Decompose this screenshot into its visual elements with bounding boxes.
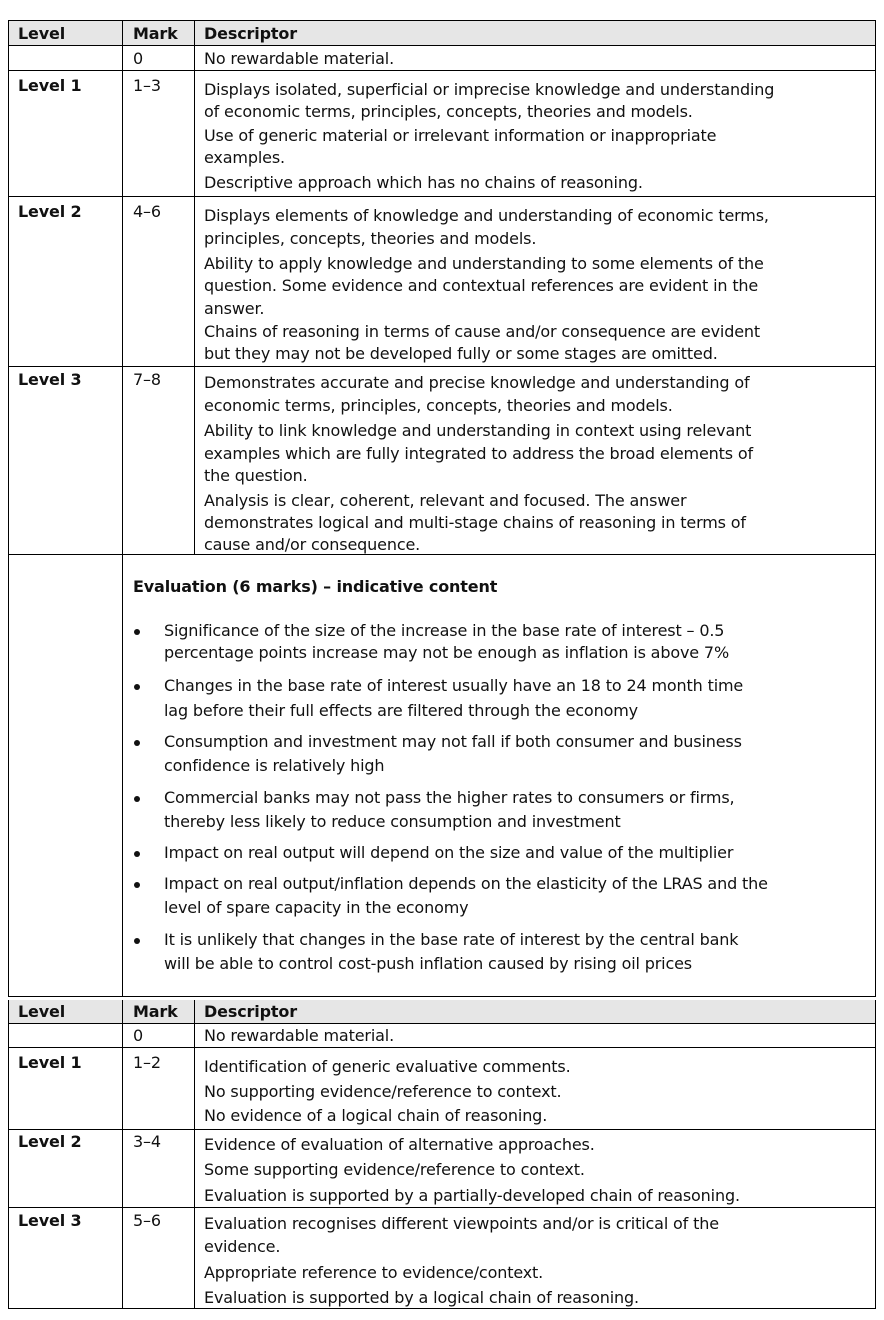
evaluation-bullet-line: Consumption and investment may not fall if both consumer and business: [164, 732, 742, 751]
bullet-icon: [134, 851, 140, 857]
row-descriptor-line: Displays elements of knowledge and understanding of economic terms,: [204, 206, 769, 225]
row-descriptor-line: Demonstrates accurate and precise knowledge and understanding of: [204, 373, 750, 392]
bullet-icon: [134, 629, 140, 635]
evaluation-bullet-line: lag before their full effects are filtered through the economy: [164, 701, 638, 720]
evaluation-heading: Evaluation (6 marks) – indicative content: [133, 577, 498, 596]
row-descriptor-line: Identification of generic evaluative comments.: [204, 1057, 571, 1076]
bullet-icon: [134, 938, 140, 944]
column-header-descriptor: Descriptor: [204, 1002, 298, 1021]
bullet-icon: [134, 882, 140, 888]
row-descriptor-line: Descriptive approach which has no chains of reasoning.: [204, 173, 643, 192]
evaluation-bullet-line: percentage points increase may not be enough as inflation is above 7%: [164, 643, 730, 662]
evaluation-bullet-line: level of spare capacity in the economy: [164, 898, 469, 917]
row-level: Level 3: [18, 370, 82, 389]
evaluation-bullet-line: Changes in the base rate of interest usually have an 18 to 24 month time: [164, 676, 744, 695]
row-descriptor-line: answer.: [204, 299, 265, 318]
row-level: Level 2: [18, 1132, 82, 1151]
column-header-level: Level: [18, 1002, 66, 1021]
column-header-descriptor: Descriptor: [204, 24, 298, 43]
row-mark: 0: [133, 49, 144, 68]
row-descriptor-line: demonstrates logical and multi-stage chains of reasoning in terms of: [204, 513, 746, 532]
row-mark: 1–3: [133, 76, 161, 95]
row-level: Level 1: [18, 76, 82, 95]
evaluation-bullet-line: will be able to control cost-push inflation caused by rising oil prices: [164, 954, 692, 973]
row-descriptor-line: Evidence of evaluation of alternative approaches.: [204, 1135, 595, 1154]
column-header-level: Level: [18, 24, 66, 43]
row-descriptor-line: examples.: [204, 148, 285, 167]
row-descriptor-line: cause and/or consequence.: [204, 535, 421, 554]
evaluation-bullet-line: It is unlikely that changes in the base rate of interest by the central bank: [164, 930, 739, 949]
bullet-icon: [134, 684, 140, 690]
row-descriptor-line: examples which are fully integrated to address the broad elements of: [204, 444, 754, 463]
row-mark: 5–6: [133, 1211, 161, 1230]
row-descriptor-line: Chains of reasoning in terms of cause and/or consequence are evident: [204, 322, 761, 341]
row-mark: 7–8: [133, 370, 161, 389]
evaluation-bullet-line: confidence is relatively high: [164, 756, 385, 775]
evaluation-bullet-line: Impact on real output will depend on the size and value of the multiplier: [164, 843, 734, 862]
row-descriptor-line: economic terms, principles, concepts, theories and models.: [204, 396, 673, 415]
column-header-mark: Mark: [133, 1002, 178, 1021]
column-header-mark: Mark: [133, 24, 178, 43]
row-descriptor-line: Evaluation is supported by a partially-developed chain of reasoning.: [204, 1186, 740, 1205]
row-descriptor-line: Appropriate reference to evidence/context.: [204, 1263, 544, 1282]
row-descriptor-line: No rewardable material.: [204, 1026, 395, 1045]
bullet-icon: [134, 796, 140, 802]
row-mark: 1–2: [133, 1053, 161, 1072]
row-descriptor-line: evidence.: [204, 1237, 281, 1256]
evaluation-bullet-line: Commercial banks may not pass the higher rates to consumers or firms,: [164, 788, 735, 807]
row-level: Level 3: [18, 1211, 82, 1230]
row-descriptor-line: Ability to link knowledge and understanding in context using relevant: [204, 421, 752, 440]
row-mark: 0: [133, 1026, 144, 1045]
row-mark: 4–6: [133, 202, 161, 221]
row-level: Level 2: [18, 202, 82, 221]
row-descriptor-line: No rewardable material.: [204, 49, 395, 68]
row-descriptor-line: the question.: [204, 466, 308, 485]
row-level: Level 1: [18, 1053, 82, 1072]
row-descriptor-line: Displays isolated, superficial or imprecise knowledge and understanding: [204, 80, 775, 99]
row-descriptor-line: of economic terms, principles, concepts, theories and models.: [204, 102, 693, 121]
row-descriptor-line: Evaluation recognises different viewpoints and/or is critical of the: [204, 1214, 719, 1233]
row-mark: 3–4: [133, 1132, 161, 1151]
evaluation-bullet-line: Significance of the size of the increase in the base rate of interest – 0.5: [164, 621, 725, 640]
row-descriptor-line: Evaluation is supported by a logical chain of reasoning.: [204, 1288, 639, 1307]
row-descriptor-line: Ability to apply knowledge and understanding to some elements of the: [204, 254, 764, 273]
row-descriptor-line: No supporting evidence/reference to context.: [204, 1082, 562, 1101]
evaluation-bullet-line: thereby less likely to reduce consumption and investment: [164, 812, 621, 831]
row-descriptor-line: No evidence of a logical chain of reasoning.: [204, 1106, 548, 1125]
row-descriptor-line: question. Some evidence and contextual references are evident in the: [204, 276, 759, 295]
row-descriptor-line: but they may not be developed fully or some stages are omitted.: [204, 344, 718, 363]
row-descriptor-line: Analysis is clear, coherent, relevant and focused. The answer: [204, 491, 687, 510]
row-descriptor-line: Use of generic material or irrelevant information or inappropriate: [204, 126, 717, 145]
row-descriptor-line: Some supporting evidence/reference to context.: [204, 1160, 585, 1179]
evaluation-bullet-line: Impact on real output/inflation depends on the elasticity of the LRAS and the: [164, 874, 768, 893]
bullet-icon: [134, 740, 140, 746]
row-descriptor-line: principles, concepts, theories and models.: [204, 229, 537, 248]
